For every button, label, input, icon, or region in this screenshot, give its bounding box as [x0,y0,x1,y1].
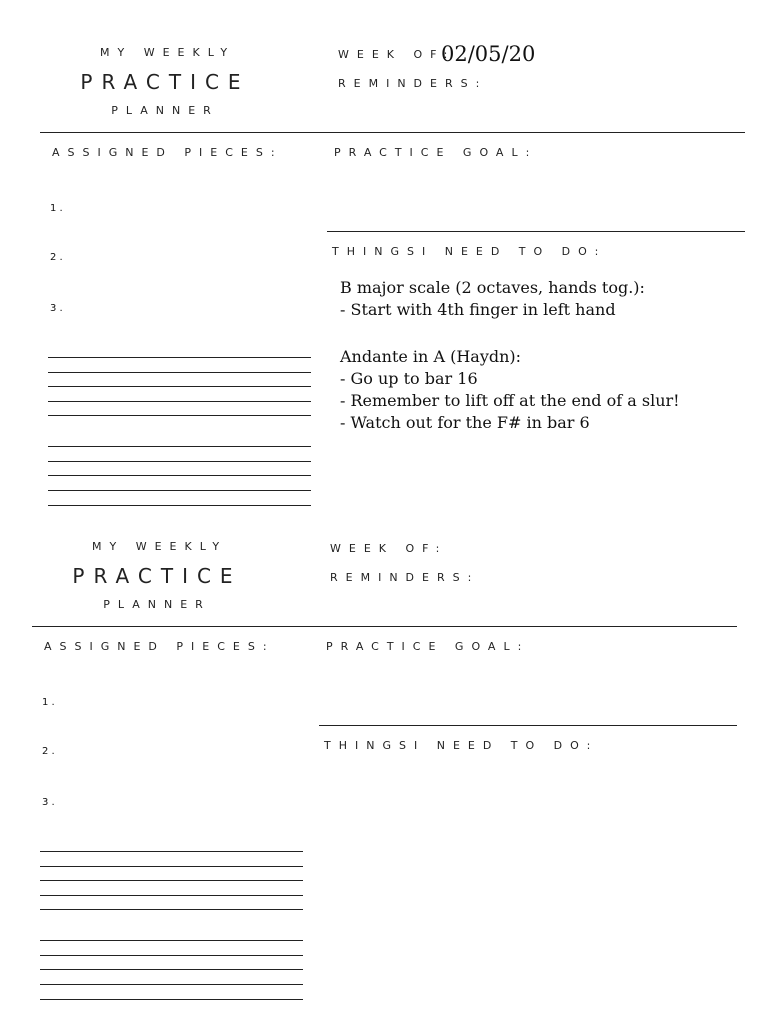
note-line [48,475,311,476]
title-practice: PRACTICE [72,564,242,588]
header-divider [40,132,745,133]
note-line [40,999,303,1000]
planner-week-1 [0,0,768,500]
note-line [48,490,311,491]
piece-number-1: 1 . [42,697,55,708]
note-line [40,984,303,985]
reminders-label: REMINDERS: [330,571,480,584]
todo-item: B major scale (2 octaves, hands tog.): [340,278,645,297]
todo-item: - Watch out for the F# in bar 6 [340,413,590,432]
week-of-label: WEEK OF: [338,48,456,61]
piece-number-3: 3 . [50,303,63,314]
piece-number-3: 3 . [42,797,55,808]
header-divider [32,626,737,627]
note-line [48,446,311,447]
note-line [40,895,303,896]
practice-goal-divider [327,231,745,232]
note-line [40,940,303,941]
note-line [48,415,311,416]
practice-goal-label: PRACTICE GOAL: [326,640,530,653]
note-line [48,461,311,462]
note-line [40,880,303,881]
piece-number-2: 2 . [42,746,55,757]
assigned-pieces-label: ASSIGNED PIECES: [44,640,275,653]
week-of-label: WEEK OF: [330,542,448,555]
assigned-pieces-label: ASSIGNED PIECES: [52,146,283,159]
piece-number-2: 2 . [50,252,63,263]
todo-item: - Start with 4th finger in left hand [340,300,616,319]
things-to-do-label: THINGSI NEED TO DO: [324,739,599,752]
note-line [48,357,311,358]
title-planner: PLANNER [111,104,219,117]
note-line [40,866,303,867]
note-line [40,851,303,852]
note-line [48,401,311,402]
note-line [40,909,303,910]
practice-goal-divider [319,725,737,726]
todo-item: - Go up to bar 16 [340,369,478,388]
week-of-value: 02/05/20 [441,42,536,66]
things-to-do-label: THINGSI NEED TO DO: [332,245,607,258]
todo-item: Andante in A (Haydn): [340,347,522,366]
title-my-weekly: MY WEEKLY [92,540,228,553]
practice-goal-label: PRACTICE GOAL: [334,146,538,159]
note-line [40,969,303,970]
title-practice: PRACTICE [80,70,250,94]
piece-number-1: 1 . [50,203,63,214]
note-line [48,386,311,387]
note-line [48,372,311,373]
todo-list [340,277,750,434]
title-planner: PLANNER [103,598,211,611]
planner-week-2 [0,494,760,994]
todo-item: - Remember to lift off at the end of a slur! [340,391,680,410]
note-line [40,955,303,956]
reminders-label: REMINDERS: [338,77,488,90]
title-my-weekly: MY WEEKLY [100,46,236,59]
